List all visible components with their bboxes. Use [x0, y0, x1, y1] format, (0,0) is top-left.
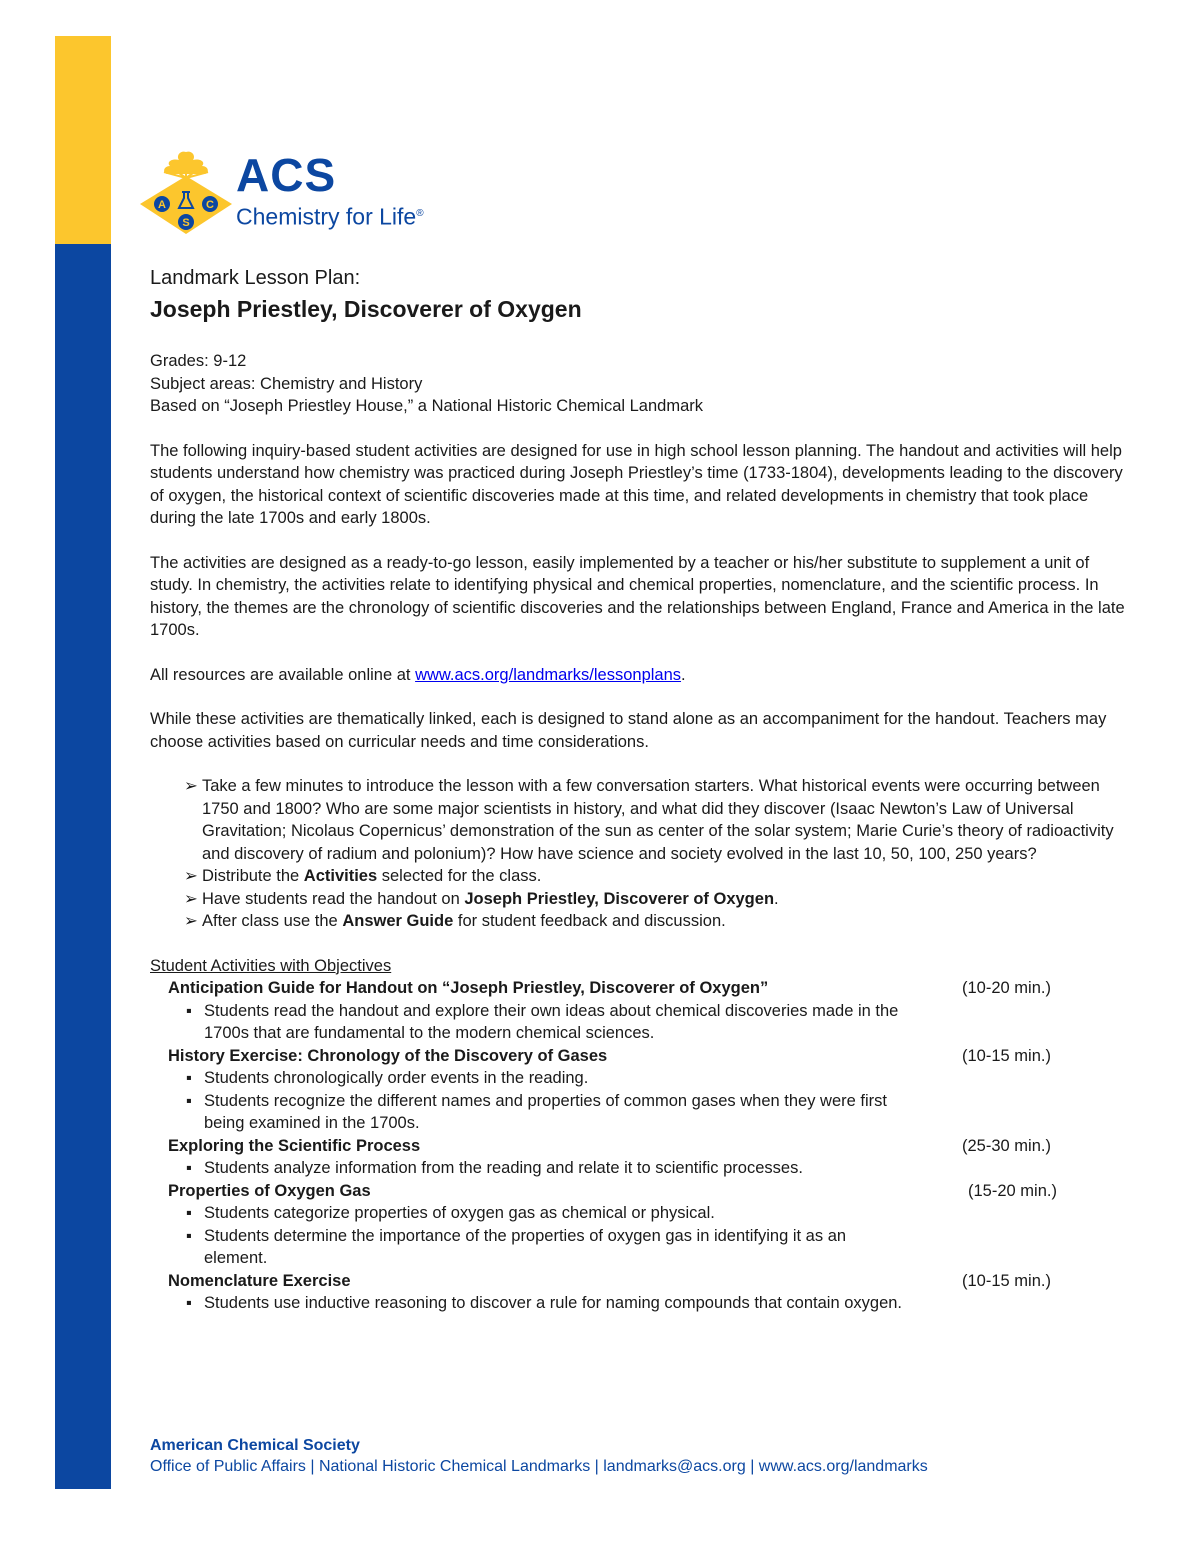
- step-text: Have students read the handout on: [202, 889, 465, 908]
- activity-item: [150, 1180, 1125, 1270]
- resources-suffix: .: [681, 665, 686, 684]
- activity-title-text: Properties of Oxygen Gas: [168, 1181, 371, 1200]
- square-bullet-icon: ▪: [186, 1091, 192, 1110]
- objective-text: Students determine the importance of the properties of oxygen gas in identifying it as an element.: [204, 1226, 847, 1267]
- resources-paragraph: [150, 664, 1125, 687]
- activity-title: [168, 1045, 1125, 1068]
- intro-paragraph-1: The following inquiry-based student activities are designed for use in high school lesson planning. The handout and activities will help students understand how chemistry was practiced during Joseph Priestley’s time (1733-1804), developments leading to the discovery of oxygen, the historical context of scientific discoveries made at this time, and related developments in chemistry that took place during the late 1700s and early 1800s.: [150, 441, 1123, 527]
- logo-acs-text: ACS: [236, 149, 337, 201]
- activity-title: [168, 1135, 1125, 1158]
- list-item: [184, 775, 1125, 865]
- activity-item: [150, 1045, 1125, 1135]
- logo-tagline-text: Chemistry for Life: [236, 203, 417, 230]
- step-text: for student feedback and discussion.: [453, 912, 726, 930]
- objectives-list: [168, 1000, 1125, 1045]
- square-bullet-icon: ▪: [186, 1001, 192, 1020]
- doc-kicker: Landmark Lesson Plan:: [150, 267, 361, 289]
- square-bullet-icon: ▪: [186, 1159, 192, 1177]
- activity-time: (10-15 min.): [962, 1046, 1051, 1065]
- footer-org: American Chemical Society: [150, 1437, 360, 1454]
- step-bold-text: Answer Guide: [342, 912, 454, 930]
- activity-title-text: Anticipation Guide for Handout on “Joseph Priestley, Discoverer of Oxygen”: [168, 979, 769, 997]
- activity-title: [168, 1270, 1125, 1293]
- arrow-bullet-icon: ➢: [184, 867, 198, 885]
- activity-time: (15-20 min.): [968, 1181, 1057, 1200]
- objectives-list: [168, 1292, 1125, 1315]
- activity-title: [168, 977, 1125, 1000]
- step-text: After class use the: [202, 912, 343, 930]
- activity-title-text: Nomenclature Exercise: [168, 1271, 351, 1290]
- list-item: [186, 1000, 904, 1045]
- objective-text: Students analyze information from the reading and relate it to scientific processes.: [204, 1159, 803, 1177]
- logo-wordmark: [236, 149, 424, 231]
- objectives-list: [168, 1157, 1125, 1180]
- activity-title-text: History Exercise: Chronology of the Discovery of Gases: [168, 1046, 608, 1065]
- list-item: [186, 1067, 904, 1090]
- seal-letter-s: S: [182, 217, 190, 229]
- square-bullet-icon: ▪: [186, 1294, 192, 1312]
- objective-text: Students chronologically order events in the reading.: [204, 1069, 589, 1087]
- list-item: [184, 865, 1125, 888]
- list-item: [186, 1292, 904, 1315]
- activity-item: [150, 1270, 1125, 1315]
- registered-mark: ®: [416, 208, 424, 219]
- objective-text: Students recognize the different names and properties of common gases when they were first being examined in the 1700s.: [204, 1091, 887, 1132]
- page-title: Joseph Priestley, Discoverer of Oxygen: [150, 296, 582, 322]
- arrow-bullet-icon: ➢: [184, 777, 198, 795]
- activity-title-text: Exploring the Scientific Process: [168, 1136, 421, 1155]
- resources-prefix: All resources are available online at: [150, 665, 416, 684]
- square-bullet-icon: ▪: [186, 1069, 192, 1087]
- objective-text: Students categorize properties of oxygen gas as chemical or physical.: [204, 1204, 715, 1222]
- activity-item: [150, 977, 1125, 1045]
- accent-bar-blue: [55, 244, 111, 1489]
- based-on-line: Based on “Joseph Priestley House,” a National Historic Chemical Landmark: [150, 397, 703, 415]
- square-bullet-icon: ▪: [186, 1226, 192, 1245]
- list-item: [186, 1202, 904, 1225]
- seal-letter-a: A: [158, 199, 166, 211]
- objectives-list: [168, 1067, 1125, 1135]
- document-body: [150, 266, 1125, 1315]
- grades-line: Grades: 9-12: [150, 352, 247, 370]
- intro-paragraph-2: The activities are designed as a ready-to-go lesson, easily implemented by a teacher or his/her substitute to supplement a unit of study. In chemistry, the activities relate to identifying physical and chemical properties, nomenclature, and the scientific process. In history, the themes are the chronology of scientific discoveries and the relationships between England, France and America in the late 1700s.: [150, 553, 1125, 639]
- accent-bar-yellow: [55, 36, 111, 244]
- activity-title: [168, 1180, 1125, 1203]
- step-bold-text: Activities: [303, 867, 378, 885]
- arrow-bullet-icon: ➢: [184, 889, 198, 908]
- list-item: [186, 1225, 904, 1270]
- seal-letter-c: C: [206, 199, 214, 211]
- intro-paragraph-4: While these activities are thematically linked, each is designed to stand alone as an accompaniment for the handout. Teachers may choose activities based on curricular needs and time considerations.: [150, 710, 1107, 751]
- objective-text: Students use inductive reasoning to discover a rule for naming compounds that contain oxygen.: [204, 1294, 903, 1312]
- lessonplans-link[interactable]: www.acs.org/landmarks/lessonplans: [415, 665, 682, 684]
- step-text: .: [774, 889, 779, 908]
- arrow-bullet-icon: ➢: [184, 912, 198, 930]
- objectives-list: [168, 1202, 1125, 1270]
- step-text: Take a few minutes to introduce the lesson with a few conversation starters. What historical events were occurring between 1750 and 1800? Who are some major scientists in history, and what did they discover (Isaac Newton’s Law of Universal Gravitation; Nicolaus Copernicus’ demonstration of the sun as center of the solar system; Marie Curie’s theory of radioactivity and discovery of radium and polonium)? How have science and society evolved in the last 10, 50, 100, 250 years?: [202, 777, 1114, 863]
- step-bold-text: Joseph Priestley, Discoverer of Oxygen: [464, 889, 775, 908]
- list-item: [184, 910, 1125, 933]
- footer-contact-line: Office of Public Affairs | National Historic Chemical Landmarks | landmarks@acs.org | www.acs.org/landmarks: [150, 1458, 928, 1475]
- steps-list: [150, 775, 1125, 933]
- activity-item: [150, 1135, 1125, 1180]
- activities-heading: Student Activities with Objectives: [150, 956, 392, 975]
- objective-text: Students read the handout and explore their own ideas about chemical discoveries made in the 1700s that are fundamental to the modern chemical sciences.: [204, 1001, 899, 1042]
- list-item: [186, 1090, 904, 1135]
- logo-tagline: [236, 200, 424, 231]
- step-text: selected for the class.: [377, 867, 542, 885]
- activity-time: (25-30 min.): [962, 1136, 1051, 1155]
- list-item: [184, 888, 1125, 911]
- page-footer: [150, 1435, 928, 1477]
- subjects-line: Subject areas: Chemistry and History: [150, 374, 423, 393]
- activity-time: (10-15 min.): [962, 1271, 1051, 1290]
- square-bullet-icon: ▪: [186, 1204, 192, 1222]
- activity-time: (10-20 min.): [962, 979, 1051, 997]
- step-text: Distribute the: [202, 867, 304, 885]
- list-item: [186, 1157, 904, 1180]
